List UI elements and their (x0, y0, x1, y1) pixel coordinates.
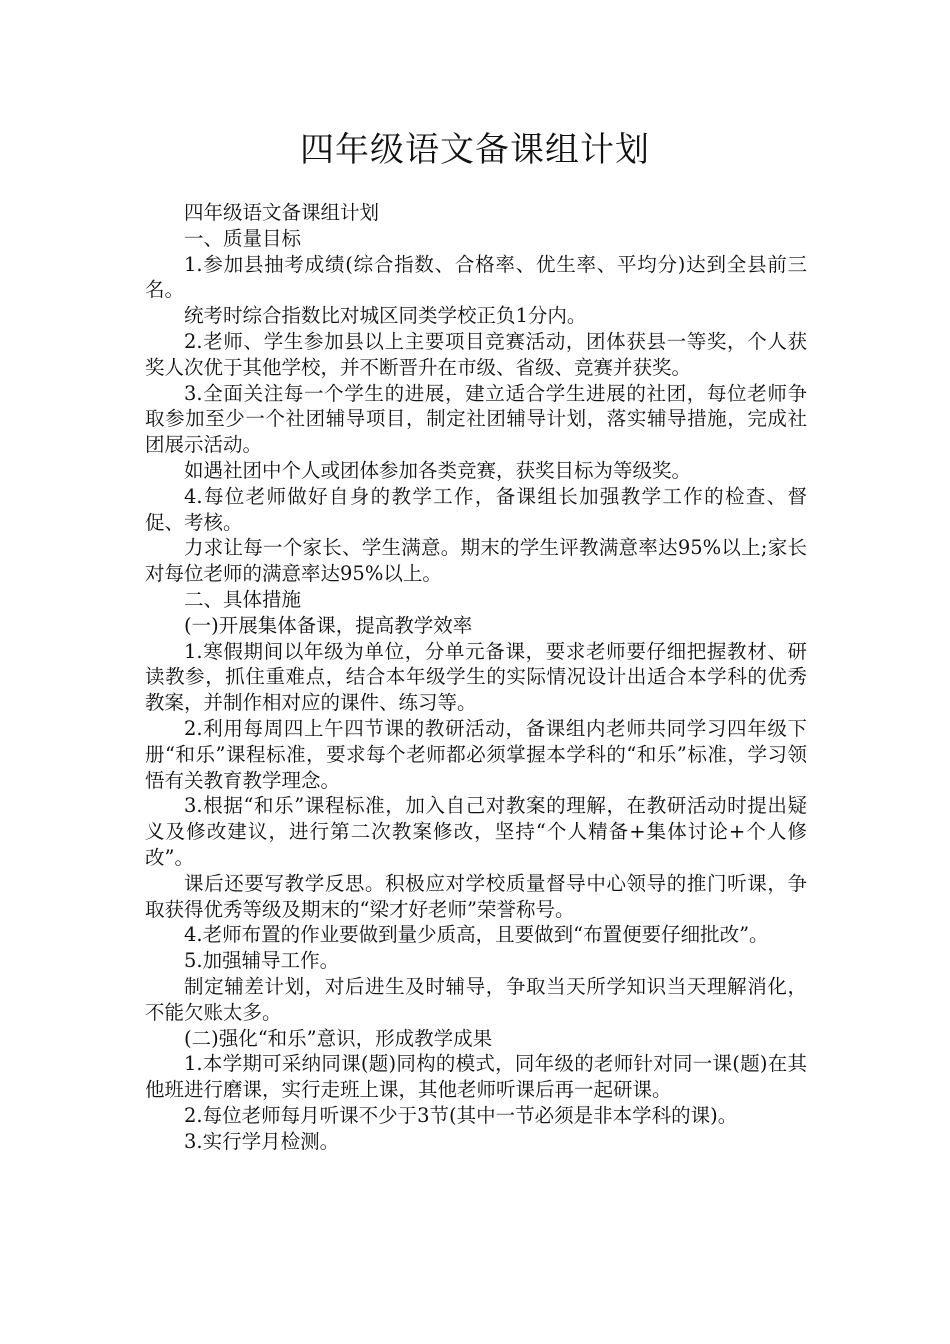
paragraph: 1.寒假期间以年级为单位，分单元备课，要求老师要仔细把握教材、研读教参，抓住重难点，结合本年级学生的实际情况设计出适合本学科的优秀教案，并制作相对应的课件、练习等。 (145, 639, 807, 715)
section-heading: 二、具体措施 (184, 587, 302, 611)
paragraph: 4.老师布置的作业要做到量少质高，且要做到“布置便要仔细批改”。 (184, 923, 769, 947)
paragraph: 1.本学期可采纳同课(题)同构的模式，同年级的老师针对同一课(题)在其他班进行磨课，实行走班上课，其他老师听课后再一起研课。 (145, 1052, 807, 1102)
paragraph: 3.根据“和乐”课程标准，加入自己对教案的理解，在教研活动时提出疑义及修改建议，进行第二次教案修改，坚持“个人精备+集体讨论+个人修改”。 (145, 794, 807, 869)
paragraph: 制定辅差计划，对后进生及时辅导，争取当天所学知识当天理解消化，不能欠账太多。 (145, 974, 807, 1024)
document-title: 四年级语文备课组计划 (300, 130, 650, 170)
section-heading: 一、质量目标 (184, 226, 302, 250)
paragraph: 统考时综合指数比对城区同类学校正负1分内。 (184, 304, 587, 328)
paragraph: 5.加强辅导工作。 (184, 949, 340, 973)
paragraph: 1.参加县抽考成绩(综合指数、合格率、优生率、平均分)达到全县前三名。 (145, 252, 807, 302)
paragraph: 3.实行学月检测。 (184, 1129, 340, 1153)
paragraph: 四年级语文备课组计划 (184, 201, 380, 224)
paragraph: 2.老师、学生参加县以上主要项目竞赛活动，团体获县一等奖，个人获奖人次优于其他学校，并不断晋升在市级、省级、竞赛并获奖。 (145, 329, 807, 379)
paragraph: 4.每位老师做好自身的教学工作，备课组长加强教学工作的检查、督促、考核。 (145, 484, 807, 534)
paragraph: 2.每位老师每月听课不少于3节(其中一节必须是非本学科的课)。 (184, 1103, 738, 1127)
paragraph: 力求让每一个家长、学生满意。期末的学生评教满意率达95%以上;家长对每位老师的满意率达95%以上。 (145, 536, 807, 586)
paragraph: 如遇社团中个人或团体参加各类竞赛，获奖目标为等级奖。 (184, 458, 692, 482)
subsection-heading: (一)开展集体备课，提高教学效率 (184, 613, 473, 637)
paragraph: 课后还要写教学反思。积极应对学校质量督导中心领导的推门听课，争取获得优秀等级及期末的“梁才好老师”荣誉称号。 (145, 871, 807, 921)
paragraph: 3.全面关注每一个学生的进展，建立适合学生进展的社团，每位老师争取参加至少一个社团辅导项目，制定社团辅导计划，落实辅导措施，完成社团展示活动。 (145, 381, 807, 457)
paragraph: 2.利用每周四上午四节课的教研活动，备课组内老师共同学习四年级下册“和乐”课程标准，要求每个老师都必须掌握本学科的“和乐”标准，学习领悟有关教育教学理念。 (145, 716, 807, 792)
subsection-heading: (二)强化“和乐”意识，形成教学成果 (184, 1026, 493, 1050)
document-body (145, 200, 807, 1154)
